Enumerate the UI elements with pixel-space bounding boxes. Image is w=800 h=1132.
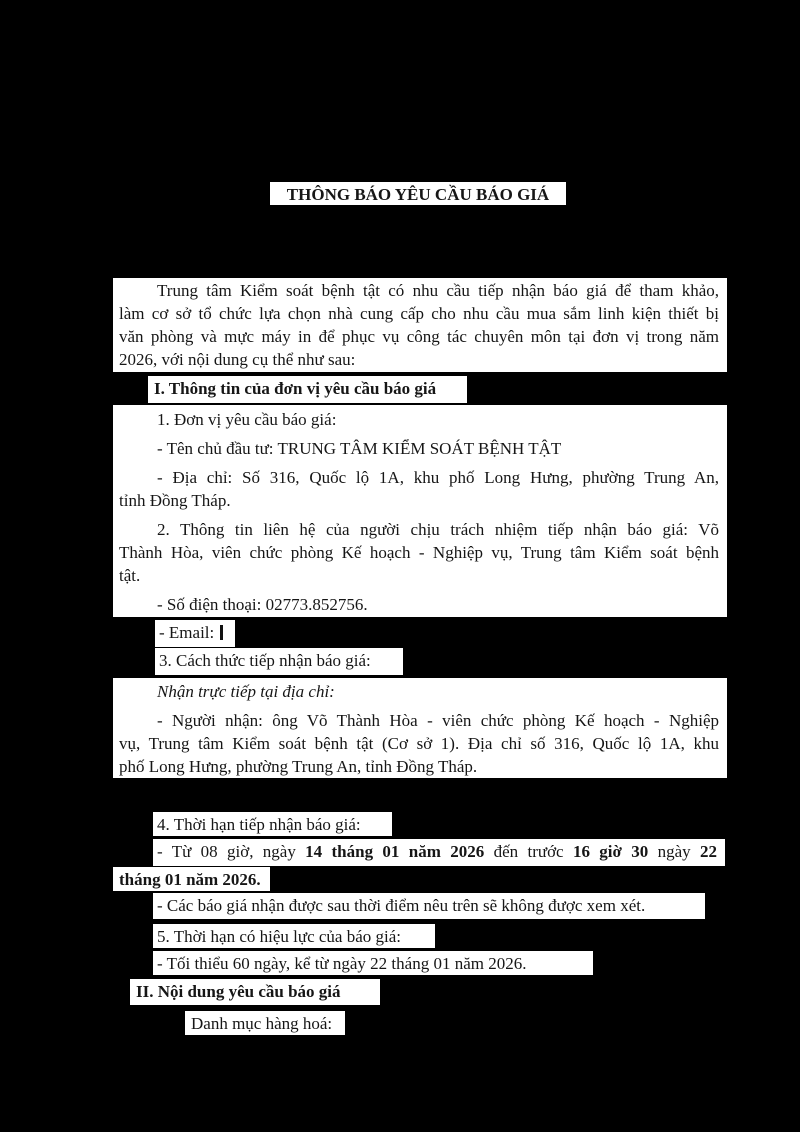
section-ii-heading: II. Nội dung yêu cầu báo giá (130, 979, 380, 1005)
intro-line: làm cơ sở tổ chức lựa chọn nhà cung cấp cho nhu cầu mua sắm linh kiện thiết bị (119, 304, 719, 323)
validity-line: - Tối thiểu 60 ngày, kể từ ngày 22 tháng 01 năm 2026. (153, 951, 593, 975)
contact-line: 2. Thông tin liên hệ của người chịu trách nhiệm tiếp nhận báo giá: Võ (157, 520, 719, 539)
receive-method-line: Nhận trực tiếp tại địa chỉ: (157, 682, 335, 701)
deadline-line-1 (153, 839, 725, 866)
address-line: tỉnh Đồng Tháp. (119, 491, 231, 510)
deadline-start-date: 14 tháng 01 năm 2026 (305, 842, 485, 861)
receiver-line: phố Long Hưng, phường Trung An, tỉnh Đồng Tháp. (119, 757, 478, 776)
investor-line: - Tên chủ đầu tư: TRUNG TÂM KIỂM SOÁT BỆNH TẬT (157, 439, 562, 458)
section-i-heading: I. Thông tin của đơn vị yêu cầu báo giá (148, 376, 467, 403)
phone-line: - Số điện thoại: 02773.852756. (157, 595, 368, 614)
intro-line: văn phòng và mực máy in để phục vụ công tác chuyên môn tại đơn vị trong năm (119, 327, 719, 346)
deadline-end-time: 16 giờ 30 (572, 842, 649, 861)
address-paragraph (119, 466, 719, 512)
deadline-end-day: 22 (700, 842, 718, 861)
receive-method-block (113, 678, 727, 778)
late-note-line: - Các báo giá nhận được sau thời điểm nêu trên sẽ không được xem xét. (153, 893, 705, 919)
item3-title: 3. Cách thức tiếp nhận báo giá: (155, 648, 403, 675)
receiver-paragraph (119, 709, 719, 778)
deadline-text: - Từ 08 giờ, ngày (157, 842, 296, 861)
deadline-text: đến trước (493, 842, 564, 861)
item5-title: 5. Thời hạn có hiệu lực của báo giá: (153, 924, 435, 948)
receiver-line: - Người nhận: ông Võ Thành Hòa - viên chức phòng Kế hoạch - Nghiệp (157, 711, 719, 730)
redacted-email-mark (220, 625, 223, 640)
section-i-info-block (113, 405, 727, 617)
email-line (155, 620, 235, 647)
intro-line: 2026, với nội dung cụ thể như sau: (119, 350, 356, 369)
receiver-line: vụ, Trung tâm Kiểm soát bệnh tật (Cơ sở 1). Địa chỉ số 316, Quốc lộ 1A, khu (119, 734, 719, 753)
item1-title: 1. Đơn vị yêu cầu báo giá: (157, 410, 337, 429)
intro-paragraph (113, 278, 727, 372)
document-title: THÔNG BÁO YÊU CẦU BÁO GIÁ (270, 182, 566, 205)
deadline-text: ngày (657, 842, 691, 861)
goods-list-label: Danh mục hàng hoá: (185, 1011, 345, 1035)
deadline-line-2: tháng 01 năm 2026. (113, 867, 270, 891)
contact-line: Thành Hòa, viên chức phòng Kế hoạch - Nghiệp vụ, Trung tâm Kiểm soát bệnh (119, 543, 719, 562)
email-label: - Email: (159, 623, 215, 642)
address-line: - Địa chỉ: Số 316, Quốc lộ 1A, khu phố Long Hưng, phường Trung An, (157, 468, 719, 487)
item4-title: 4. Thời hạn tiếp nhận báo giá: (153, 812, 392, 836)
intro-line: Trung tâm Kiểm soát bệnh tật có nhu cầu tiếp nhận báo giá để tham khảo, (157, 281, 719, 300)
contact-line: tật. (119, 566, 141, 585)
contact-paragraph (119, 518, 719, 587)
